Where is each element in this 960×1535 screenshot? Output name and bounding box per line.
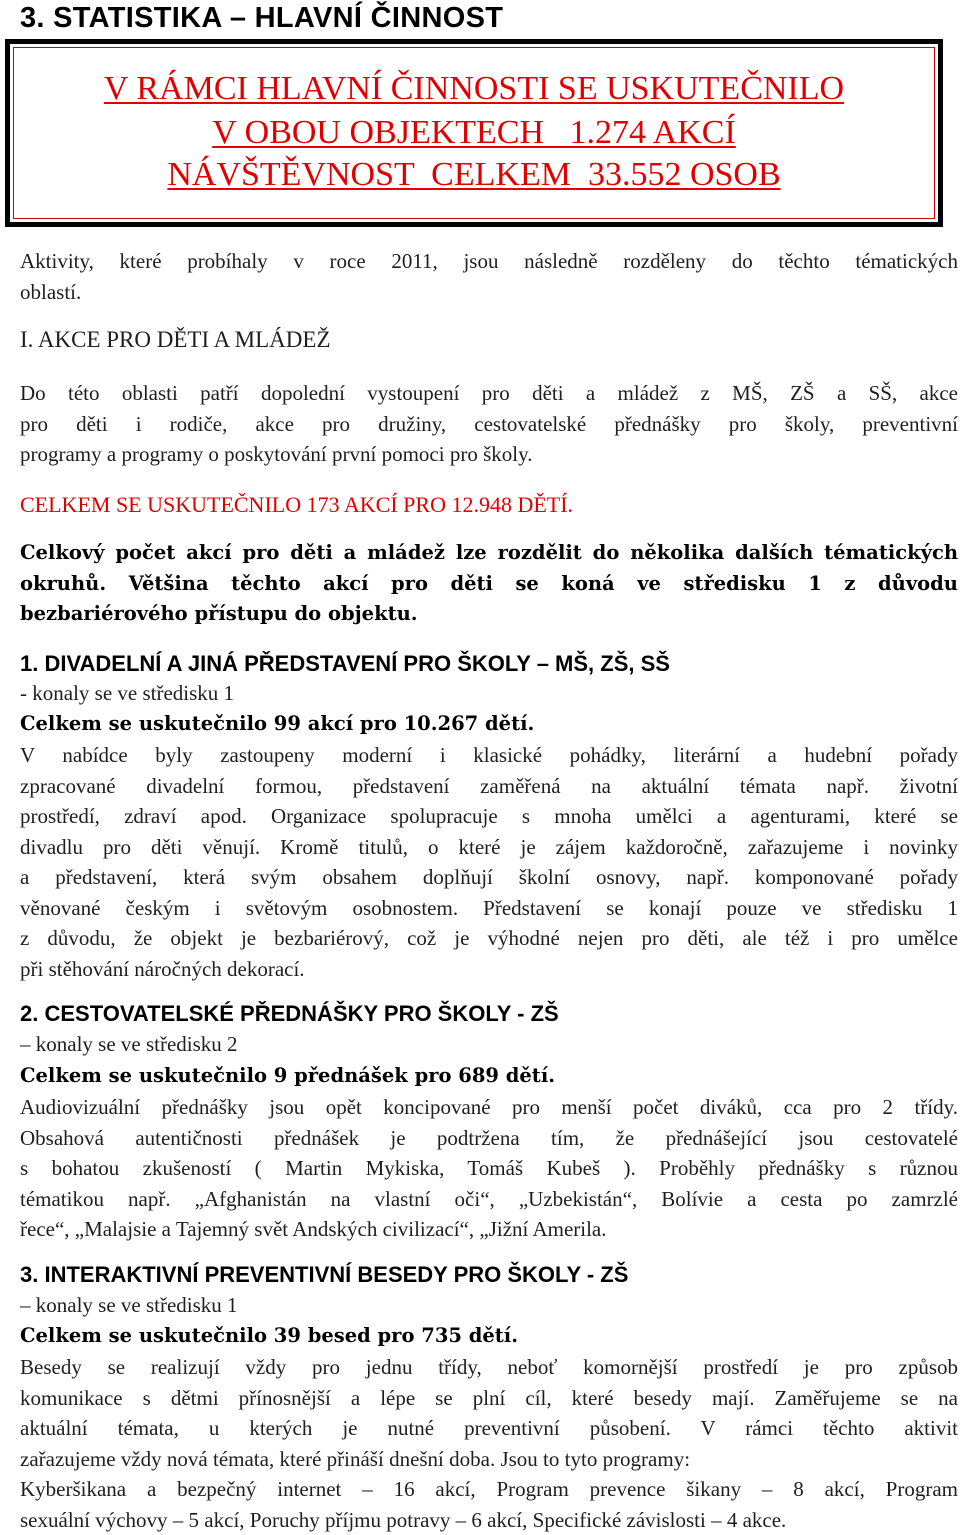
sub1-line: při stěhování náročných dekorací. — [20, 954, 958, 985]
intro-line: oblastí. — [20, 277, 958, 308]
banner-line-3: NÁVŠTĚVNOST CELKEM 33.552 OSOB — [14, 156, 934, 194]
section1-line: Do této oblasti patří dopolední vystoupení pro děti a mládež z MŠ, ZŠ a SŠ, akce — [20, 378, 958, 409]
sub3-line: komunikace s dětmi přínosnější a lépe se plní cíl, které besedy mají. Zaměřujeme se na — [20, 1383, 958, 1414]
section1-bold-paragraph — [20, 538, 958, 630]
sub3-line: aktuální témata, u kterých je nutné preventivní působení. V rámci těchto aktivit — [20, 1413, 958, 1444]
section1-bold-line: bezbariérového přístupu do objektu. — [20, 599, 958, 630]
sub2-line: s bohatou zkušeností ( Martin Mykiska, Tomáš Kubeš ). Proběhly přednášky s různou — [20, 1153, 958, 1184]
summary-banner — [6, 40, 942, 226]
summary-banner-inner — [13, 47, 935, 219]
subsection-heading-preventivni: 3. INTERAKTIVNÍ PREVENTIVNÍ BESEDY PRO ŠKOLY - ZŠ — [20, 1262, 628, 1288]
subsection-total: Celkem se uskutečnilo 99 akcí pro 10.267 dětí. — [20, 712, 534, 735]
sub3-line: zařazujeme vždy nová témata, které přináší dnešní doba. Jsou to tyto programy: — [20, 1444, 958, 1475]
subsection-total: Celkem se uskutečnilo 9 přednášek pro 689 dětí. — [20, 1064, 555, 1087]
section1-line: programy a programy o poskytování první pomoci pro školy. — [20, 439, 958, 470]
section1-bold-line: Celkový počet akcí pro děti a mládež lze rozdělit do několika dalších tématických — [20, 538, 958, 569]
sub1-line: a představení, která svým obsahem doplňují školní osnovy, např. komponované pořady — [20, 862, 958, 893]
subsection3-paragraph — [20, 1352, 958, 1535]
subsection-total: Celkem se uskutečnilo 39 besed pro 735 dětí. — [20, 1324, 518, 1347]
subsection1-paragraph — [20, 740, 958, 984]
sub1-line: prostředí, zdraví apod. Organizace spolupracuje s mnoha umělci a agenturami, které se — [20, 801, 958, 832]
sub1-line: věnované českým i světovým osobnostem. Představení se konají pouze ve středisku 1 — [20, 893, 958, 924]
sub2-line: Obsahová autentičnosti přednášek je podtržena tím, že přednášející jsou cestovatelé — [20, 1123, 958, 1154]
subsection-place: – konaly se ve středisku 2 — [20, 1032, 238, 1057]
sub3-line: Besedy se realizují vždy pro jednu třídy, neboť komornější prostředí je pro způsob — [20, 1352, 958, 1383]
subsection2-paragraph — [20, 1092, 958, 1245]
subsection-heading-divadelni: 1. DIVADELNÍ A JINÁ PŘEDSTAVENÍ PRO ŠKOLY – MŠ, ZŠ, SŠ — [20, 651, 670, 677]
sub2-line: tématikou např. „Afghanistán na vlastní oči“, „Uzbekistán“, Bolívie a cesta po zamrzlé — [20, 1184, 958, 1215]
section1-paragraph — [20, 378, 958, 470]
page-title: 3. STATISTIKA – HLAVNÍ ČINNOST — [20, 2, 503, 35]
intro-line: Aktivity, které probíhaly v roce 2011, jsou následně rozděleny do těchto tématických — [20, 246, 958, 277]
section1-total-red: CELKEM SE USKUTEČNILO 173 AKCÍ PRO 12.948 DĚTÍ. — [20, 492, 573, 518]
sub1-line: z důvodu, že objekt je bezbariérový, což je výhodné nejen pro děti, ale též i pro umělce — [20, 923, 958, 954]
subsection-heading-cestovatelske: 2. CESTOVATELSKÉ PŘEDNÁŠKY PRO ŠKOLY - ZŠ — [20, 1001, 559, 1027]
banner-line-1: V RÁMCI HLAVNÍ ČINNOSTI SE USKUTEČNILO — [14, 70, 934, 108]
sub3-line: sexuální výchovy – 5 akcí, Poruchy příjmu potravy – 6 akcí, Specifické závislosti – 4 akce. — [20, 1505, 958, 1535]
sub1-line: divadlu pro děti věnují. Kromě titulů, o které je zájem každoročně, zařazujeme i novinky — [20, 832, 958, 863]
sub1-line: zpracované divadelní formou, představení zaměřená na aktuální témata např. životní — [20, 771, 958, 802]
subsection-place: – konaly se ve středisku 1 — [20, 1293, 238, 1318]
sub1-line: V nabídce byly zastoupeny moderní i klasické pohádky, literární a hudební pořady — [20, 740, 958, 771]
section1-line: pro děti i rodiče, akce pro družiny, cestovatelské přednášky pro školy, preventivní — [20, 409, 958, 440]
intro-paragraph — [20, 246, 958, 307]
sub3-line: Kyberšikana a bezpečný internet – 16 akcí, Program prevence šikany – 8 akcí, Program — [20, 1474, 958, 1505]
section1-bold-line: okruhů. Většina těchto akcí pro děti se koná ve středisku 1 z důvodu — [20, 569, 958, 600]
subsection-place: - konaly se ve středisku 1 — [20, 681, 234, 706]
sub2-line: Audiovizuální přednášky jsou opět koncipované pro menší počet diváků, cca pro 2 třídy. — [20, 1092, 958, 1123]
banner-line-2: V OBOU OBJEKTECH 1.274 AKCÍ — [14, 114, 934, 152]
section-heading-deti-mladez: I. AKCE PRO DĚTI A MLÁDEŽ — [20, 327, 331, 353]
sub2-line: řece“, „Malajsie a Tajemný svět Andských civilizací“, „Jižní Amerila. — [20, 1214, 958, 1245]
